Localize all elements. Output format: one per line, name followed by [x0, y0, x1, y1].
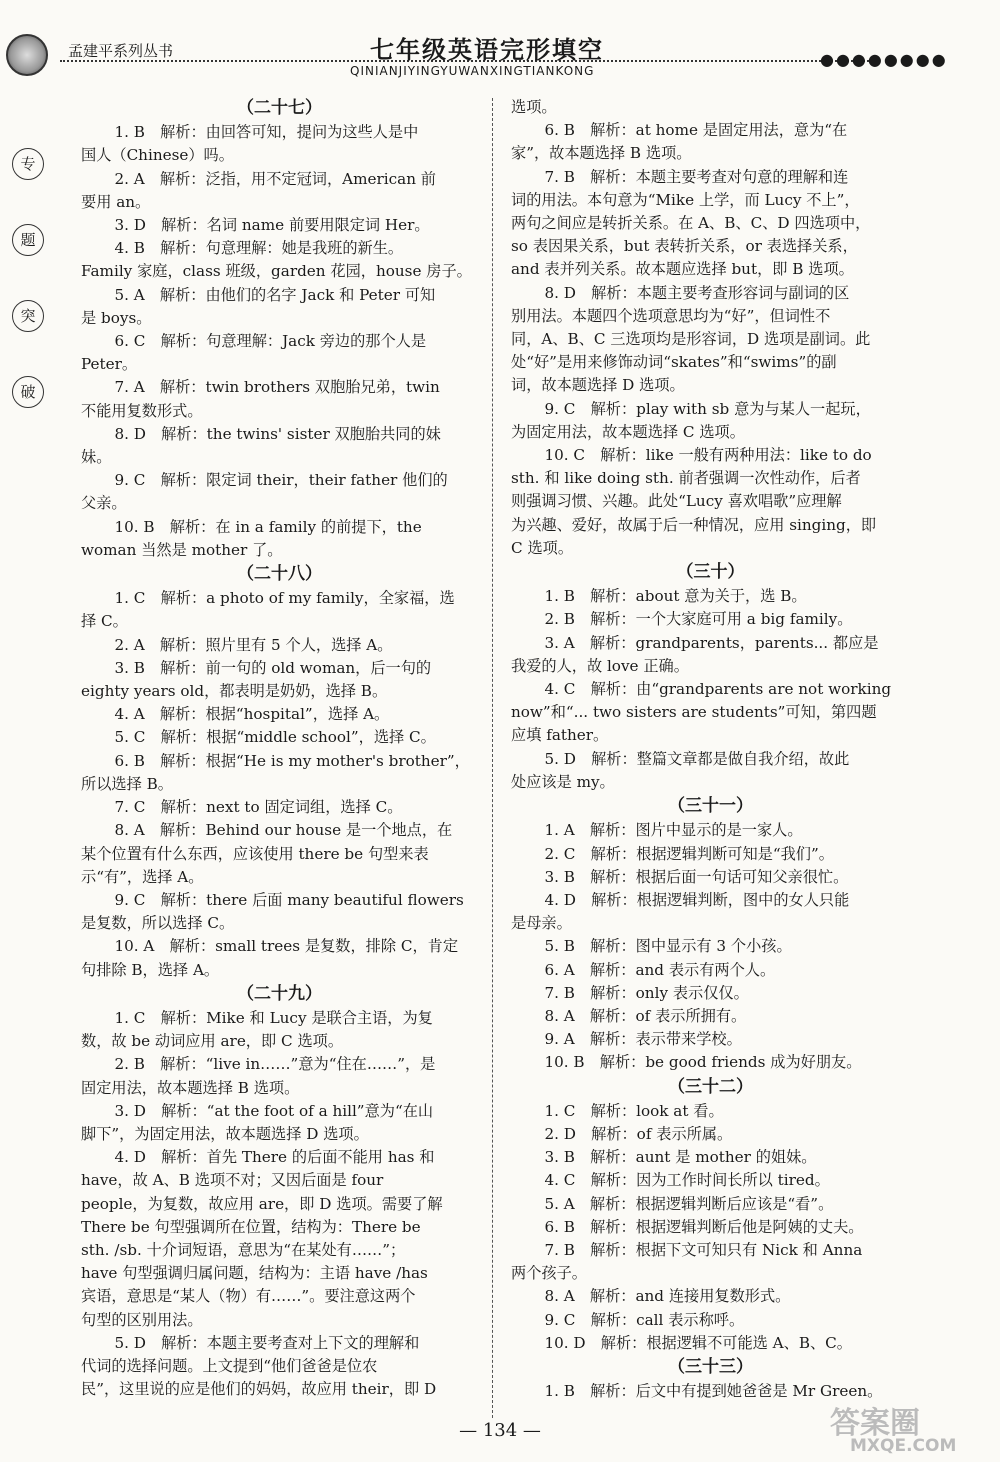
answer-line: 7. C 解析：next to 固定词组，选择 C。 [114, 798, 403, 817]
watermark-text: 答案圈 [830, 1406, 920, 1441]
answer-line: 4. B 解析：句意理解：她是我班的新生。 [114, 239, 404, 258]
answer-line: 7. B 解析：根据下文可知只有 Nick 和 Anna [544, 1240, 863, 1259]
answer-continuation: and 表并列关系。故本题应选择 but，即 B 选项。 [511, 260, 854, 279]
answer-line: 4. C 解析：因为工作时间长所以 tired。 [544, 1171, 830, 1190]
answer-line: 9. C 解析：play with sb 意为与某人一起玩， [544, 399, 871, 418]
answer-continuation: woman 当然是 mother 了。 [81, 540, 283, 559]
answer-line: 10. D 解析：根据逻辑不可能选 A、B、C。 [544, 1333, 852, 1352]
side-tab-char: 突 [12, 300, 44, 332]
column-divider [492, 98, 493, 1418]
answer-line: 6. B 解析：根据“He is my mother's brother”， [114, 751, 470, 770]
page-header [0, 0, 1000, 95]
answer-continuation: 脚下”，为固定用法，故本题选择 D 选项。 [81, 1124, 369, 1143]
answer-continuation: 别用法。本题四个选项意思均为“好”，但词性不 [511, 306, 831, 325]
answer-line: 8. D 解析：本题主要考查形容词与副词的区 [544, 283, 850, 302]
answer-line: 6. B 解析：根据逻辑判断后他是阿姨的丈夫。 [544, 1217, 864, 1236]
answer-line: 9. C 解析：call 表示称呼。 [544, 1310, 745, 1329]
answer-line: 4. A 解析：根据“hospital”，选择 A。 [114, 705, 390, 724]
answer-continuation: 数，故 be 动词应用 are，即 C 选项。 [81, 1032, 344, 1051]
header-dots-icon: ●●●●●●●● [820, 50, 948, 69]
answer-line: 10. B 解析：be good friends 成为好朋友。 [544, 1053, 862, 1072]
answer-continuation: have，故 A、B 选项不对；又因后面是 four [81, 1171, 384, 1190]
section-heading: （二十九） [237, 983, 322, 1004]
answer-continuation: Peter。 [81, 355, 138, 374]
answer-continuation: 父亲。 [81, 494, 127, 513]
answer-continuation: 同，A、B、C 三选项均是形容词，D 选项是副词。此 [511, 330, 871, 349]
answer-line: 8. A 解析：Behind our house 是一个地点，在 [114, 821, 453, 840]
answer-line: 3. B 解析：前一句的 old woman，后一句的 [114, 658, 432, 677]
section-heading: （二十七） [237, 98, 322, 118]
answer-continuation: 是 boys。 [81, 308, 152, 327]
answer-line: 5. C 解析：根据“middle school”，选择 C。 [114, 728, 436, 747]
answer-continuation: 国人（Chinese）吗。 [81, 146, 234, 165]
book-title: 七年级英语完形填空 [370, 35, 604, 64]
section-heading: （三十一） [668, 796, 753, 817]
answer-continuation: sth. 和 like doing sth. 前者强调一次性动作，后者 [511, 469, 861, 488]
answer-line: 6. C 解析：句意理解：Jack 旁边的那个人是 [114, 332, 427, 351]
answer-continuation: 词，故本题选择 D 选项。 [511, 376, 685, 395]
answer-line: 5. B 解析：图中显示有 3 个小孩。 [544, 937, 792, 956]
left-column [81, 96, 478, 1401]
answer-line: 9. C 解析：限定词 their，their father 他们的 [114, 471, 448, 490]
answer-continuation: 句排除 B，选择 A。 [81, 960, 220, 979]
answer-continuation: 固定用法，故本题选择 B 选项。 [81, 1078, 300, 1097]
answer-continuation: 某个位置有什么东西，应该使用 there be 句型来表 [81, 844, 429, 863]
answer-continuation: 是母亲。 [511, 914, 572, 933]
series-name: 孟建平系列丛书 [68, 42, 174, 60]
answer-line: 10. C 解析：like 一般有两种用法：like to do [544, 446, 872, 465]
answer-continuation: C 选项。 [511, 538, 574, 557]
answer-continuation: 为兴趣、爱好，故属于后一种情况，应用 singing，即 [511, 515, 877, 534]
answer-line: 1. B 解析：由回答可知，提问为这些人是中 [114, 123, 419, 142]
answer-continuation: 示“有”，选择 A。 [81, 867, 204, 886]
section-heading: （二十八） [237, 564, 322, 585]
answer-line: 3. D 解析：“at the foot of a hill”意为“在山 [114, 1101, 434, 1120]
section-heading: （三十二） [668, 1076, 753, 1097]
answer-line: 5. D 解析：整篇文章都是做自我介绍，故此 [544, 749, 850, 768]
answer-line: 1. B 解析：about 意为关于，选 B。 [544, 587, 807, 606]
answer-line: 5. D 解析：本题主要考查对上下文的理解和 [114, 1333, 420, 1352]
answer-line: 2. C 解析：根据逻辑判断可知是“我们”。 [544, 844, 834, 863]
answer-line: 4. D 解析：首先 There 的后面不能用 has 和 [114, 1148, 435, 1167]
watermark-url: MXQE.COM [850, 1436, 957, 1456]
answer-line: 6. A 解析：and 表示有两个人。 [544, 960, 776, 979]
answer-continuation: 宾语，意思是“某人（物）有……”。要注意这两个 [81, 1287, 416, 1306]
answer-continuation: 两个孩子。 [511, 1264, 587, 1283]
answer-continuation: have 句型强调归属问题，结构为：主语 have /has [81, 1264, 428, 1283]
answer-line: 2. A 解析：泛指，用不定冠词，American 前 [114, 169, 436, 188]
answer-continuation: 要用 an。 [81, 192, 151, 211]
answer-line: 5. A 解析：根据逻辑判断后应该是“看”。 [544, 1194, 834, 1213]
answer-continuation: 是复数，所以选择 C。 [81, 914, 235, 933]
answer-continuation: 选项。 [511, 98, 557, 116]
answer-line: 10. B 解析：在 in a family 的前提下，the [114, 517, 422, 536]
answer-line: 4. D 解析：根据逻辑判断，图中的女人只能 [544, 890, 850, 909]
answer-line: 8. A 解析：of 表示所拥有。 [544, 1006, 747, 1025]
answer-line: 1. C 解析：Mike 和 Lucy 是联合主语，为复 [114, 1008, 433, 1027]
answer-line: 10. A 解析：small trees 是复数，排除 C，肯定 [114, 937, 459, 956]
answer-line: 1. A 解析：图片中显示的是一家人。 [544, 821, 803, 840]
answer-continuation: so 表因果关系，but 表转折关系，or 表选择关系， [511, 237, 858, 256]
answer-line: 4. C 解析：由“grandparents are not working [544, 680, 892, 699]
book-title-pinyin: QINIANJIYINGYUWANXINGTIANKONG [350, 64, 595, 78]
answer-continuation: 我爱的人，故 love 正确。 [511, 656, 689, 675]
answer-continuation: 不能用复数形式。 [81, 401, 203, 420]
answer-line: 2. D 解析：of 表示所属。 [544, 1124, 733, 1143]
side-tab [12, 148, 48, 452]
answer-continuation: 则强调习惯、兴趣。此处“Lucy 喜欢唱歌”应理解 [511, 492, 842, 511]
answer-line: 8. A 解析：and 连接用复数形式。 [544, 1287, 791, 1306]
answer-line: 1. C 解析：look at 看。 [544, 1101, 724, 1120]
answer-continuation: 词的用法。本句意为“Mike 上学，而 Lucy 不上”， [511, 190, 860, 209]
section-heading: （三十三） [668, 1356, 753, 1377]
answer-continuation: eighty years old，都表明是奶奶，选择 B。 [81, 682, 388, 701]
answer-continuation: 妹。 [81, 448, 112, 467]
answer-line: 2. B 解析：一个大家庭可用 a big family。 [544, 610, 853, 629]
answer-continuation: 句型的区别用法。 [81, 1310, 203, 1329]
answer-line: 8. D 解析：the twins' sister 双胞胎共同的妹 [114, 424, 441, 443]
section-heading: （三十） [676, 562, 745, 583]
answer-line: 7. B 解析：only 表示仅仅。 [544, 983, 749, 1002]
answer-continuation: 民”，这里说的应是他们的妈妈，故应用 their，即 D [81, 1380, 437, 1399]
answer-continuation: sth. /sb. 十介词短语，意思为“在某处有……”； [81, 1240, 406, 1259]
answer-line: 9. C 解析：there 后面 many beautiful flowers [114, 890, 464, 909]
answer-continuation: 家”，故本题选择 B 选项。 [511, 144, 692, 163]
answer-line: 1. C 解析：a photo of my family，全家福，选 [114, 589, 455, 608]
answer-continuation: 择 C。 [81, 612, 128, 631]
answer-continuation: Family 家庭，class 班级，garden 花园，house 房子。 [81, 262, 472, 281]
answer-line: 2. A 解析：照片里有 5 个人，选择 A。 [114, 635, 393, 654]
side-tab-char: 专 [12, 148, 44, 180]
answer-continuation: 两句之间应是转折关系。在 A、B、C、D 四选项中， [511, 214, 871, 233]
answer-line: 5. A 解析：由他们的名字 Jack 和 Peter 可知 [114, 285, 436, 304]
answer-continuation: There be 句型强调所在位置，结构为：There be [81, 1217, 421, 1236]
answer-line: 9. A 解析：表示带来学校。 [544, 1030, 742, 1049]
answer-continuation: 所以选择 B。 [81, 774, 173, 793]
answer-line: 3. B 解析：aunt 是 mother 的姐妹。 [544, 1148, 817, 1167]
answer-line: 7. B 解析：本题主要考查对句意的理解和连 [544, 167, 849, 186]
answer-line: 6. B 解析：at home 是固定用法，意为“在 [544, 121, 848, 140]
answer-continuation: 代词的选择问题。上文提到“他们爸爸是位农 [81, 1356, 378, 1375]
answer-line: 2. B 解析：“live in……”意为“住在……”，是 [114, 1055, 436, 1074]
answer-continuation: 处“好”是用来修饰动词“skates”和“swims”的副 [511, 353, 837, 372]
answer-continuation: now”和“... two sisters are students”可知，第四题 [511, 703, 877, 722]
answer-line: 3. D 解析：名词 name 前要用限定词 Her。 [114, 216, 430, 235]
answer-continuation: 为固定用法，故本题选择 C 选项。 [511, 422, 745, 441]
answer-line: 3. B 解析：根据后面一句话可知父亲很忙。 [544, 867, 849, 886]
right-column [511, 96, 910, 1403]
side-tab-char: 破 [12, 376, 44, 408]
answer-line: 3. A 解析：grandparents，parents... 都应是 [544, 633, 879, 652]
answer-continuation: 应填 father。 [511, 726, 609, 745]
answer-continuation: people，为复数，故应用 are，即 D 选项。需要了解 [81, 1194, 443, 1213]
publisher-logo-icon [6, 34, 48, 76]
side-tab-char: 题 [12, 224, 44, 256]
answer-continuation: 处应该是 my。 [511, 772, 615, 791]
page-number: — 134 — [459, 1420, 541, 1441]
answer-line: 1. B 解析：后文中有提到她爸爸是 Mr Green。 [544, 1382, 883, 1401]
answer-line: 7. A 解析：twin brothers 双胞胎兄弟，twin [114, 378, 440, 397]
